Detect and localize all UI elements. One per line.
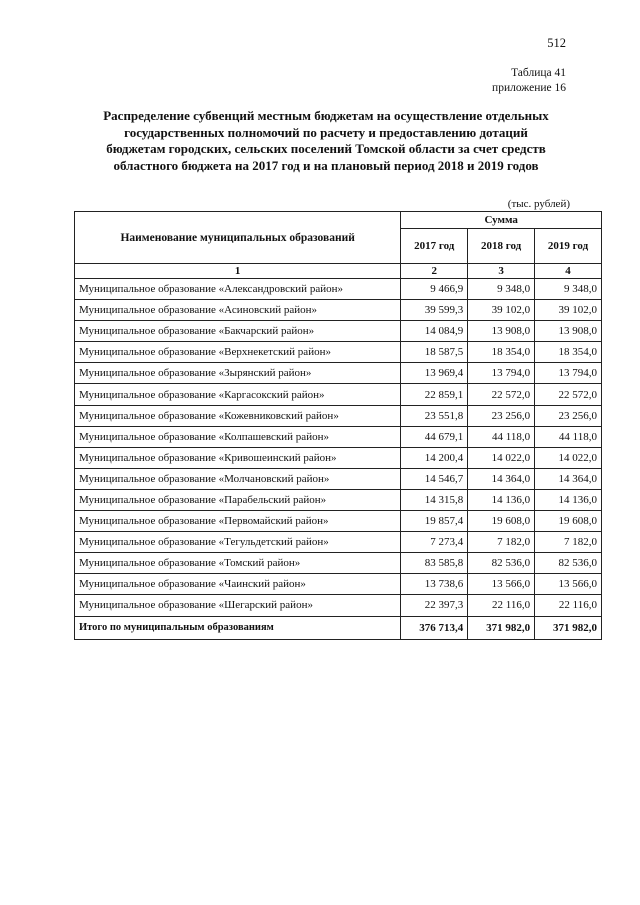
- total-2018: 371 982,0: [468, 616, 535, 639]
- value-2018: 13 566,0: [468, 574, 535, 595]
- table-row: [75, 384, 602, 405]
- value-2017: 19 857,4: [401, 511, 468, 532]
- value-2018: 82 536,0: [468, 553, 535, 574]
- municipality-name: Муниципальное образование «Верхнекетский район»: [75, 342, 401, 363]
- municipality-name: Муниципальное образование «Чаинский район»: [75, 574, 401, 595]
- value-2017: 13 738,6: [401, 574, 468, 595]
- header-year-2019: 2019 год: [535, 229, 602, 264]
- municipality-name: Муниципальное образование «Колпашевский район»: [75, 426, 401, 447]
- units-label: (тыс. рублей): [507, 198, 570, 210]
- table-row: [75, 426, 602, 447]
- value-2019: 7 182,0: [535, 532, 602, 553]
- table-row: [75, 468, 602, 489]
- value-2018: 39 102,0: [468, 300, 535, 321]
- column-number: 4: [535, 264, 602, 279]
- header-year-2018: 2018 год: [468, 229, 535, 264]
- value-2019: 13 566,0: [535, 574, 602, 595]
- value-2019: 39 102,0: [535, 300, 602, 321]
- table-row: [75, 489, 602, 510]
- municipality-name: Муниципальное образование «Кривошеинский район»: [75, 447, 401, 468]
- column-number: 3: [468, 264, 535, 279]
- table-number: Таблица 41: [511, 67, 566, 79]
- total-label: Итого по муниципальным образованиям: [75, 616, 401, 639]
- value-2019: 14 022,0: [535, 447, 602, 468]
- total-2019: 371 982,0: [535, 616, 602, 639]
- title-line: бюджетам городских, сельских поселений Томской области за счет средств: [106, 141, 546, 156]
- table-reference: [492, 66, 566, 96]
- value-2019: 14 364,0: [535, 468, 602, 489]
- municipality-name: Муниципальное образование «Молчановский район»: [75, 468, 401, 489]
- value-2017: 14 084,9: [401, 321, 468, 342]
- municipality-name: Муниципальное образование «Асиновский район»: [75, 300, 401, 321]
- municipality-name: Муниципальное образование «Тегульдетский район»: [75, 532, 401, 553]
- value-2017: 22 859,1: [401, 384, 468, 405]
- table-row: [75, 363, 602, 384]
- value-2019: 13 794,0: [535, 363, 602, 384]
- table-row: [75, 532, 602, 553]
- value-2018: 14 022,0: [468, 447, 535, 468]
- value-2017: 18 587,5: [401, 342, 468, 363]
- table-row: [75, 300, 602, 321]
- value-2018: 19 608,0: [468, 511, 535, 532]
- title-line: государственных полномочий по расчету и предоставлению дотаций: [124, 124, 528, 140]
- header-name: Наименование муниципальных образований: [75, 212, 401, 264]
- table-row: [75, 405, 602, 426]
- value-2018: 7 182,0: [468, 532, 535, 553]
- document-title: [72, 108, 580, 174]
- table-row: [75, 595, 602, 616]
- table-row: [75, 279, 602, 300]
- municipality-name: Муниципальное образование «Зырянский район»: [75, 363, 401, 384]
- municipality-name: Муниципальное образование «Первомайский район»: [75, 511, 401, 532]
- value-2019: 18 354,0: [535, 342, 602, 363]
- value-2018: 23 256,0: [468, 405, 535, 426]
- value-2017: 7 273,4: [401, 532, 468, 553]
- value-2017: 39 599,3: [401, 300, 468, 321]
- municipality-name: Муниципальное образование «Каргасокский район»: [75, 384, 401, 405]
- total-2017: 376 713,4: [401, 616, 468, 639]
- table-row: [75, 511, 602, 532]
- value-2017: 13 969,4: [401, 363, 468, 384]
- municipality-name: Муниципальное образование «Шегарский район»: [75, 595, 401, 616]
- value-2017: 22 397,3: [401, 595, 468, 616]
- value-2019: 22 572,0: [535, 384, 602, 405]
- value-2018: 14 364,0: [468, 468, 535, 489]
- municipality-name: Муниципальное образование «Александровский район»: [75, 279, 401, 300]
- table-row: [75, 321, 602, 342]
- value-2018: 14 136,0: [468, 489, 535, 510]
- appendix-number: приложение 16: [492, 82, 566, 94]
- value-2019: 9 348,0: [535, 279, 602, 300]
- column-number: 2: [401, 264, 468, 279]
- value-2017: 83 585,8: [401, 553, 468, 574]
- value-2017: 23 551,8: [401, 405, 468, 426]
- table-row: [75, 342, 602, 363]
- table-row: [75, 447, 602, 468]
- column-numbers-row: [75, 264, 602, 279]
- value-2017: 14 200,4: [401, 447, 468, 468]
- value-2019: 22 116,0: [535, 595, 602, 616]
- value-2019: 19 608,0: [535, 511, 602, 532]
- column-number: 1: [75, 264, 401, 279]
- value-2017: 44 679,1: [401, 426, 468, 447]
- value-2018: 22 572,0: [468, 384, 535, 405]
- header-sum: Сумма: [401, 212, 602, 229]
- value-2017: 14 546,7: [401, 468, 468, 489]
- title-line: Распределение субвенций местным бюджетам на осуществление отдельных: [103, 108, 549, 123]
- value-2017: 9 466,9: [401, 279, 468, 300]
- value-2019: 13 908,0: [535, 321, 602, 342]
- value-2018: 18 354,0: [468, 342, 535, 363]
- value-2019: 82 536,0: [535, 553, 602, 574]
- table-row: [75, 574, 602, 595]
- municipality-name: Муниципальное образование «Кожевниковский район»: [75, 405, 401, 426]
- page-number: 512: [547, 36, 566, 50]
- value-2019: 44 118,0: [535, 426, 602, 447]
- municipality-name: Муниципальное образование «Парабельский район»: [75, 489, 401, 510]
- header-year-2017: 2017 год: [401, 229, 468, 264]
- subventions-table: [74, 211, 602, 640]
- total-row: [75, 616, 602, 639]
- value-2018: 13 794,0: [468, 363, 535, 384]
- value-2019: 23 256,0: [535, 405, 602, 426]
- value-2018: 9 348,0: [468, 279, 535, 300]
- title-line: областного бюджета на 2017 год и на плановый период 2018 и 2019 годов: [113, 157, 539, 173]
- municipality-name: Муниципальное образование «Бакчарский район»: [75, 321, 401, 342]
- value-2018: 13 908,0: [468, 321, 535, 342]
- table-row: [75, 553, 602, 574]
- value-2018: 22 116,0: [468, 595, 535, 616]
- municipality-name: Муниципальное образование «Томский район»: [75, 553, 401, 574]
- value-2019: 14 136,0: [535, 489, 602, 510]
- value-2017: 14 315,8: [401, 489, 468, 510]
- value-2018: 44 118,0: [468, 426, 535, 447]
